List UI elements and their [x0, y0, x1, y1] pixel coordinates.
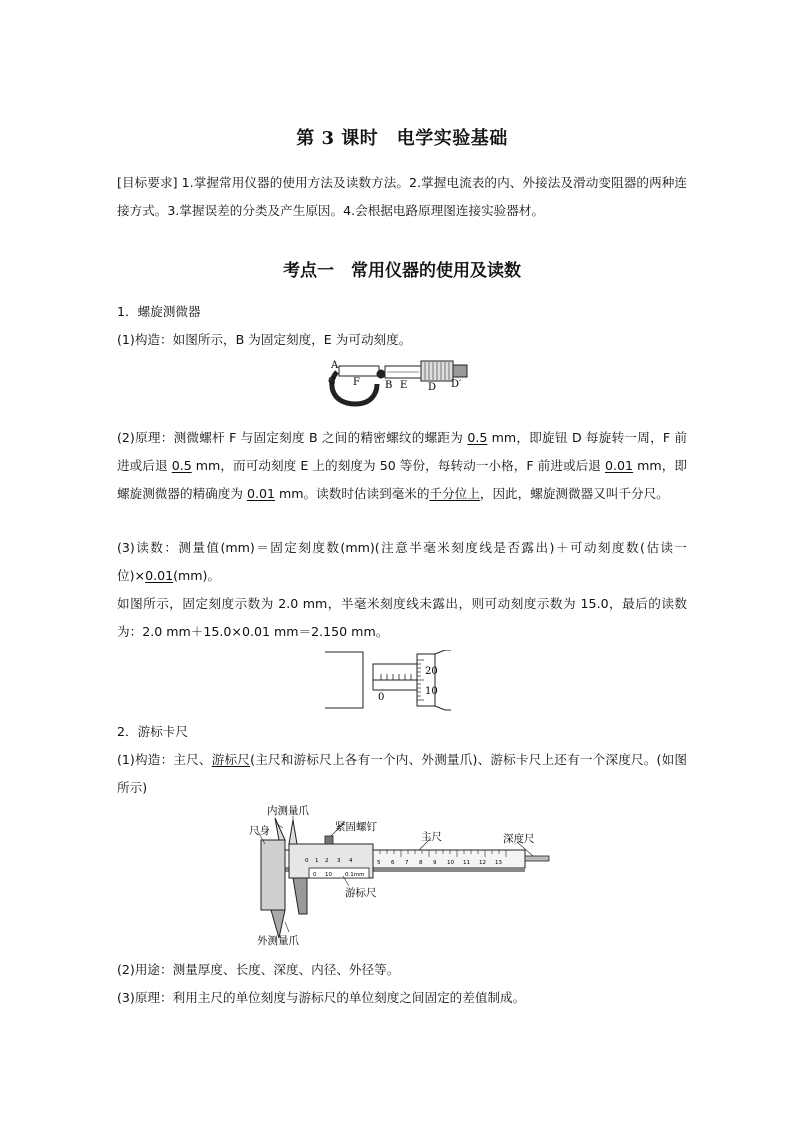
principle-blank: 0.5 [467, 430, 488, 445]
principle-text: mm，即旋钮 D 每旋转一周，F 前进或后退 [117, 430, 687, 473]
vernier-num: 0 [313, 872, 317, 878]
label-main-scale: 主尺 [421, 831, 442, 843]
reading-label-10: 10 [425, 686, 438, 697]
structure-blank: 游标尺 [211, 752, 251, 767]
reading-label-0: 0 [378, 692, 385, 703]
micrometer-principle [117, 424, 687, 508]
section-title: 考点一 常用仪器的使用及读数 [283, 261, 521, 281]
label-locking-screw: 紧固螺钉 [335, 821, 377, 833]
scale-num: 12 [479, 860, 486, 866]
fig-label-b: B [385, 380, 393, 391]
scale-num: 10 [447, 860, 454, 866]
scale-num: 1 [315, 858, 319, 864]
principle-text: mm，而可动刻度 E 上的刻度为 50 等份，每转动一小格，F 前进或后退 [191, 458, 606, 473]
micrometer-figure [325, 354, 485, 414]
goals-text: 1.掌握常用仪器的使用方法及读数方法。2.掌握电流表的内、外接法及滑动变阻器的两种连接方式。3.掌握误差的分类及产生原因。4.会根据电路原理图连接实验器材。 [117, 175, 687, 218]
fig-label-c: C [328, 376, 336, 387]
vernier-precision: 0.1mm [345, 872, 365, 878]
scale-num: 6 [391, 860, 395, 866]
scale-num: 0 [305, 858, 309, 864]
principle-text: ，因此，螺旋测微器又叫千分尺。 [479, 486, 669, 501]
scale-num: 5 [377, 860, 381, 866]
scale-num: 2 [325, 858, 329, 864]
principle-blank: 0.01 [605, 458, 634, 473]
vernier-num: 10 [325, 872, 332, 878]
label-inner-jaws: 内测量爪 [267, 805, 309, 817]
scale-num: 4 [349, 858, 353, 864]
label-vernier: 游标尺 [345, 887, 377, 899]
caliper-structure [117, 746, 687, 802]
scale-num: 7 [405, 860, 409, 866]
vernier-caliper-figure [249, 804, 557, 950]
principle-text: mm，即螺旋测微器的精确度为 [117, 458, 687, 501]
label-depth-rod: 深度尺 [503, 833, 535, 845]
fig-label-a: A [331, 360, 339, 371]
reading-label-20: 20 [425, 666, 438, 677]
structure-text: (主尺和游标尺上各有一个内、外测量爪)、游标卡尺上还有一个深度尺。(如图所示) [117, 752, 688, 795]
micrometer-heading: 1．螺旋测微器 [117, 304, 201, 319]
scale-num: 13 [495, 860, 502, 866]
micrometer-reading [117, 534, 687, 590]
principle-blank: 0.01 [246, 486, 275, 501]
principle-text: mm。读数时估读到毫米的 [275, 486, 430, 501]
micrometer-example: 如图所示，固定刻度示数为 2.0 mm，半毫米刻度线未露出，则可动刻度示数为 15.0，最后的读数为：2.0 mm＋15.0×0.01 mm＝2.150 mm。 [117, 596, 687, 639]
learning-goals [117, 169, 687, 225]
micrometer-structure: (1)构造：如图所示，B 为固定刻度，E 为可动刻度。 [117, 332, 412, 347]
fig-label-d: D [428, 382, 437, 393]
reading-text: (3)读数：测量值(mm)＝固定刻度数(mm)(注意半毫米刻度线是否露出)＋可动刻度数(估读一位)× [117, 540, 687, 583]
reading-text: (mm)。 [173, 568, 221, 583]
principle-blank: 千分位上 [429, 486, 480, 501]
fig-label-e: E [400, 380, 408, 391]
label-body: 尺身 [249, 825, 270, 837]
structure-text: (1)构造：主尺、 [117, 752, 212, 767]
scale-num: 9 [433, 860, 437, 866]
goals-tag: [目标要求] [117, 175, 178, 190]
label-outer-jaws: 外测量爪 [257, 935, 299, 947]
scale-num: 3 [337, 858, 341, 864]
micrometer-reading-figure [325, 650, 451, 712]
caliper-heading: 2．游标卡尺 [117, 724, 188, 739]
caliper-principle: (3)原理：利用主尺的单位刻度与游标尺的单位刻度之间固定的差值制成。 [117, 990, 526, 1005]
reading-blank: 0.01 [145, 568, 174, 583]
principle-text: (2)原理：测微螺杆 F 与固定刻度 B 之间的精密螺纹的螺距为 [117, 430, 468, 445]
caliper-use: (2)用途：测量厚度、长度、深度、内径、外径等。 [117, 962, 400, 977]
scale-num: 8 [419, 860, 423, 866]
lesson-title: 第 3 课时 电学实验基础 [296, 128, 508, 149]
fig-label-f: F [353, 377, 360, 388]
principle-blank: 0.5 [171, 458, 192, 473]
scale-num: 11 [463, 860, 470, 866]
fig-label-d-prime: D′ [451, 379, 462, 390]
